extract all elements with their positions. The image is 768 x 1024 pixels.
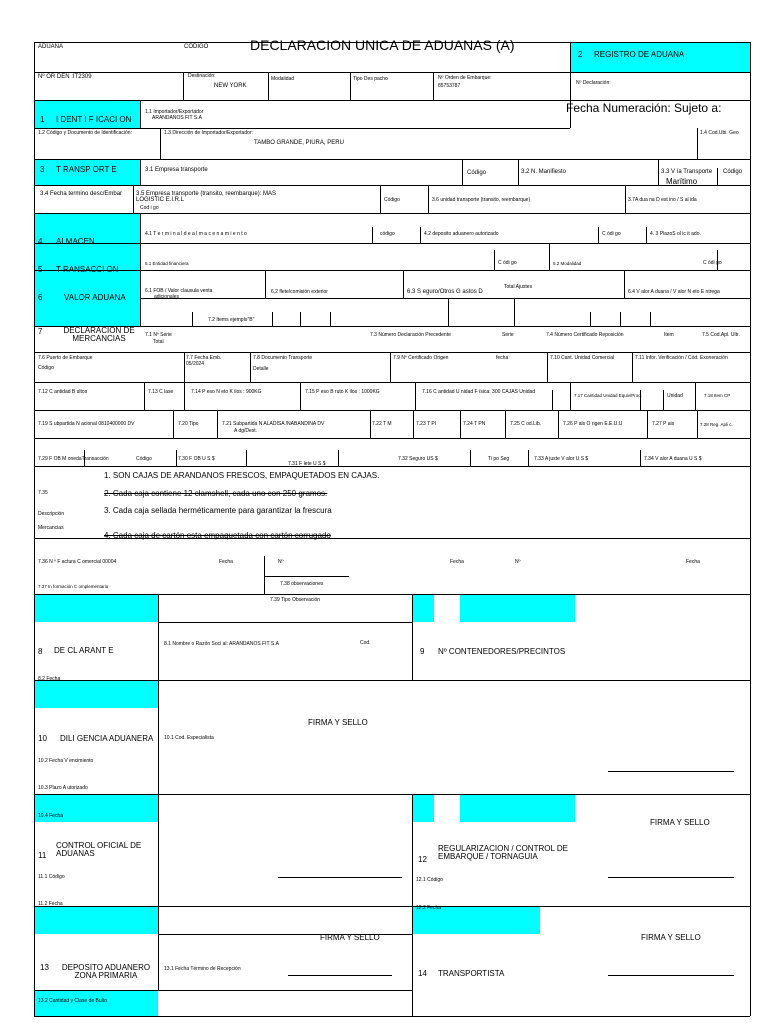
direccion-label: 1.3 Dirección de Importador/Exportador:: [164, 130, 253, 136]
entidad-financiera-label: 5.1 Entidad financiera: [145, 261, 189, 266]
empresa-transito-codigo: Cod i go: [140, 205, 159, 211]
empresa-transporte-label: 3.1 Empresa transporte: [145, 167, 208, 173]
description-line-3: 3. Cada caja sellada herméticamente para garantizar la frescura: [104, 506, 332, 515]
via-codigo-label: Código: [723, 169, 743, 175]
via-transporte-label: 3.3 V ía Transporte: [661, 169, 713, 175]
transportista-heading: TRANSPORTISTA: [438, 969, 505, 978]
importador-value: ARANDANOS FIT S.A: [152, 115, 202, 121]
regularizacion-fecha-label: 12.2 Fecha: [416, 905, 442, 911]
transaccion-heading: T RANSACCI ON: [56, 265, 119, 274]
modalidad-codigo-label: C ódi go: [703, 260, 722, 266]
cod-apl-label: 7.5 Cod.Apl. Ultr.: [702, 332, 740, 338]
sec12-fill-a: [412, 794, 434, 822]
empresa-transito-codigo2: Código: [384, 197, 400, 203]
fecha-termino-label: 3.4 Fecha termino desc/Embar: [40, 191, 123, 197]
fecha-embarque-value: 05/2024: [186, 361, 205, 367]
factura-fecha2-label: Fecha: [450, 559, 464, 565]
cod-especialista-label: 10.1 Cod. Especialista: [164, 735, 214, 741]
fob-codigo-label: Código: [136, 456, 152, 462]
regularizacion-firma-label: FIRMA Y SELLO: [650, 818, 710, 827]
factura-nro-label: Nº: [278, 559, 284, 565]
control-codigo-label: 11.1 Código: [38, 874, 65, 880]
contenedores-heading: Nº CONTENEDORES/PRECINTOS: [438, 647, 566, 656]
informacion-verificacion-label: 7.11 Infor. Verificación / Cód. Exoneración: [635, 355, 728, 361]
diligencia-fecha-label: 10.4 Fecha: [38, 813, 64, 819]
section-6-number: 6: [38, 293, 43, 302]
identificacion-heading: I DENT I F ICACI ON: [56, 115, 132, 124]
orden-embarque-value: 85753787: [438, 83, 461, 89]
fob-label: 6.1 FOB / Valor clausula venta: [145, 288, 213, 294]
tpn-label: 7.24 T PN: [463, 421, 486, 427]
puerto-codigo-label: Código: [38, 365, 54, 371]
serie-label: Serie: [502, 332, 514, 338]
section-4-number: 4: [38, 237, 43, 246]
reg-aplic-label: 7.28 Reg. Apli c.: [700, 422, 733, 427]
declarante-cod-label: Cod.: [360, 640, 371, 646]
section-5-number: 5: [38, 265, 43, 274]
certificado-origen-label: 7.9 Nº Certificado Origen: [393, 355, 449, 361]
section-1-number: 1: [40, 115, 45, 124]
regularizacion-heading: REGULARIZACION / CONTROL DE EMBARQUE / TORNAGUIA: [438, 844, 568, 861]
nro-orden: Nº OR DEN :IT2309: [38, 74, 92, 80]
fob-usd-label: 7.30 F OB U S $: [178, 456, 215, 462]
empresa-transito-label: 3.5 Empresa transporte (transito, reembarque): MAS LOGISTIC E.I.R.L: [136, 191, 277, 203]
section-13-number: 13: [40, 963, 49, 972]
items-label: 7.2 Items ejemplo"B": [208, 317, 255, 323]
nro-serie-label: 7.1 Nº Serie: [145, 332, 172, 338]
mercancias-label: Mercancias: [38, 525, 64, 531]
codigo-documento-label: 1.2 Código y Documento de Identificación:: [38, 130, 132, 136]
entidad-codigo-label: C ódi go: [498, 260, 517, 266]
transporte-heading: T RANSP ORT E: [56, 165, 117, 174]
nro-declaracion-precedente-label: 7.3 Número Declaración Precedente: [370, 332, 451, 338]
sec13-fill: [34, 906, 158, 934]
manifiesto-label: 3.2 N. Manifiesto: [521, 169, 567, 175]
detalle-label: Detalle: [253, 366, 269, 372]
destinacion-value: NEW YORK: [214, 83, 247, 89]
certificado-fecha-label: fecha: [496, 355, 509, 361]
valor-aduana-usd-label: 7.34 V alor A duana U S $: [644, 456, 702, 462]
section-2-number: 2: [578, 50, 583, 59]
form-title: DECLARACION UNICA DE ADUANAS (A): [250, 37, 515, 53]
factura-nro2-label: Nº: [515, 559, 521, 565]
subpartida-naladisa-label: 7.21 Subpartida N ALADISA /NABANDINA DV: [222, 421, 325, 427]
transportista-firma-label: FIRMA Y SELLO: [641, 933, 701, 942]
description-line-1: 1. SON CAJAS DE ARANDANOS FRESCOS, EMPAQUETADOS EN CAJAS.: [104, 471, 380, 480]
codigo-label: CODIGO: [184, 44, 209, 50]
unidad-transporte-label: 3.6 unidad transporte (transito, reembarque): [432, 197, 531, 203]
section-7-number: 7: [38, 327, 43, 336]
tm-label: 7.22 T M: [372, 421, 392, 427]
item-cp-label: 7.18 Item CP: [704, 393, 731, 398]
factura-fecha-label: Fecha: [219, 559, 233, 565]
section-9-number: 9: [420, 647, 425, 656]
seguro-label: 6.3 S eguro/Otros G astos D: [407, 289, 483, 295]
destinacion-label: Destinación:: [188, 73, 216, 79]
regularizacion-codigo-label: 12.1 Código: [416, 877, 443, 883]
ajuste-valor-label: 7.33 A juste V alor U S $: [534, 456, 589, 462]
orden-embarque-label: Nº Orden de Embarque:: [438, 75, 492, 81]
clase-label: 7.13 C lase: [148, 389, 174, 395]
cod-lib-label: 7.25 C od.Lib.: [510, 421, 542, 427]
section-14-number: 14: [418, 969, 427, 978]
cantidad-bulto-label: 13.2 Cantidad y Clase de Bulto: [38, 998, 107, 1004]
sec9-fill-b: [460, 594, 575, 622]
cod-ubi-geo-label: 1.4 Cod.Ubi. Geo: [700, 130, 739, 136]
informacion-complementaria-label: 7.37 In formación C omplementaria: [38, 584, 109, 589]
direccion-value: TAMBO GRANDE, PIURA, PERU: [254, 140, 344, 146]
deposito-heading: DEPOSITO ADUANERO ZONA PRIMARIA: [61, 963, 151, 980]
fecha-numeracion-label: Fecha Numeración: Sujeto a:: [566, 101, 722, 115]
sec10-fill: [34, 680, 158, 708]
declaracion-mercancias-heading: DECLARACION DE MERCANCIAS: [63, 326, 135, 343]
declarante-heading: DE CL ARANT E: [54, 646, 114, 655]
tipo-label: 7.20 Tipo: [178, 421, 199, 427]
diligencia-heading: DILI GENCIA ADUANERA: [60, 734, 154, 743]
tipo-observacion-label: 7.39 Tipo Observación: [270, 597, 321, 603]
modalidad-label-5: 5.2 Modalidad: [553, 261, 582, 266]
description-line-4: 4. Cada caja de cartón esta empaquetada con cartón corrugado: [104, 531, 331, 540]
description-line-2: 2. Cada caja contiene 12 clamshell, cada uno con 250 gramos.: [104, 489, 328, 498]
unidad-label: Unidad: [667, 393, 683, 399]
almacen-heading: ALMACEN: [56, 237, 95, 246]
descripcion-label: Descripción: [38, 511, 65, 517]
aduana-label: ADUANA: [38, 44, 64, 50]
fecha-recepcion-label: 13.1 Fecha Término de Recepción: [164, 966, 241, 972]
adg-dest-label: A dg/Dest.: [234, 428, 258, 434]
adicionales-label: adicionales: [154, 294, 180, 300]
seguro-usd-label: 7.32 Seguro US $: [398, 456, 438, 462]
factura-comercial-label: 7.36 N º F actura C omercial 00004: [38, 559, 117, 565]
fob-moneda-label: 7.29 F OB M onedaTransacción: [38, 456, 109, 462]
subpartida-nacional-label: 7.19 S ubpartida N acional 0810400000 DV: [38, 421, 135, 427]
fecha-vencimiento-label: 10.2 Fecha V encimiento: [38, 758, 94, 764]
plazo-label: 4. 3 PlazoS ol ic it ado.: [650, 231, 701, 237]
section-8-number: 8: [38, 647, 43, 656]
cantidad-unidad-equiv-label: 7.17 Cantidad Unidad Equiv/Prod.: [574, 393, 643, 398]
pais-label: 7.27 P ais: [652, 421, 675, 427]
peso-neto-label: 7.14 P eso N eto K ilos : 900KG: [191, 389, 262, 395]
valor-aduana-entrega-label: 6.4 V alor A duana / V alor N eto E ntrega: [628, 289, 720, 295]
diligencia-firma-label: FIRMA Y SELLO: [308, 718, 368, 727]
tipo-seguro-label: Ti po Seg: [488, 456, 510, 462]
factura-fecha3-label: Fecha: [686, 559, 700, 565]
fecha-embarque-label: 7.7 Fecha Emb.: [186, 355, 222, 361]
deposito-label: 4.2 deposito aduanero autorizado: [424, 231, 499, 237]
pais-origen-label: 7.26 P ais O rigen E.E.U.U: [563, 421, 623, 427]
puerto-embarque-label: 7.6 Puerto de Embarque: [38, 355, 93, 361]
nro-certificado-label: 7.4 Número Certificado Reposición: [546, 332, 624, 338]
via-transporte-value: Marítimo: [666, 177, 698, 186]
declarante-nombre-label: 8.1 Nombre o Razón Soci al: ARANDANOS FIT S.A: [164, 641, 279, 647]
total-label: Total: [153, 339, 164, 345]
control-firma-label: FIRMA Y SELLO: [320, 933, 380, 942]
section-10-number: 10: [38, 734, 47, 743]
tpi-label: 7.23 T PI: [416, 421, 437, 427]
sec9-fill-a: [412, 594, 434, 622]
flete-label: 6.2 flete/comisión exterior: [271, 289, 328, 295]
terminal-label: 4.1 T e r m i n a l d e a l m a c e n a m i e n t o: [145, 231, 247, 237]
importador-label: 1.1 Importador/Exportador: [145, 109, 204, 115]
section-3-number: 3: [40, 165, 45, 174]
cantidad-bultos-label: 7.12 C antidad B ultos: [38, 389, 88, 395]
nro-declaracion-label: Nº Declaración:: [576, 80, 611, 86]
transporte-codigo-label: Código: [467, 170, 487, 176]
valor-aduana-heading: VALOR ADUANA: [64, 293, 126, 302]
section-11-number: 11: [38, 851, 47, 860]
declarante-fecha-label: 8.2 Fecha: [38, 676, 61, 682]
aduana-destino-label: 3.7A dua na D est ino / S al ida: [628, 197, 697, 203]
total-ajustes-label: Total Ajustes: [504, 284, 533, 290]
terminal-codigo-label: código: [380, 231, 395, 237]
deposito-codigo-label: C ódi go: [602, 231, 621, 237]
registro-aduana-label: REGISTRO DE ADUANA: [594, 50, 685, 59]
sec8-fill: [34, 594, 158, 622]
item-label: Item: [664, 332, 674, 338]
control-oficial-heading: CONTROL OFICIAL DE ADUANAS: [56, 841, 142, 858]
plazo-autorizado-label: 10.3 Plazo A utorizado: [38, 785, 88, 791]
tipo-despacho-label: Tipo Des pacho: [353, 76, 388, 82]
cantidad-unidad-comercial-label: 7.10 Cant. Unidad Comercial: [550, 355, 615, 361]
flete-usd-label: 7.31 F lete U S $: [288, 461, 326, 467]
cantidad-unidad-fisica-label: 7.16 C antidad U nidad F ísica: 300 CAJAS Unidad: [422, 389, 536, 395]
peso-bruto-label: 7.15 P eso B ruto K ilos : 1000KG: [305, 389, 380, 395]
section-12-number: 12: [418, 855, 427, 864]
modalidad-label: Modalidad: [271, 76, 295, 82]
control-fecha-label: 11.2 Fecha: [38, 901, 63, 907]
observaciones-label: 7.38 observaciones: [280, 581, 324, 587]
sec12-fill-b: [460, 794, 575, 822]
documento-transporte-label: 7.8 Documento Transporte: [253, 355, 313, 361]
descripcion-number: 7.35: [38, 490, 48, 496]
